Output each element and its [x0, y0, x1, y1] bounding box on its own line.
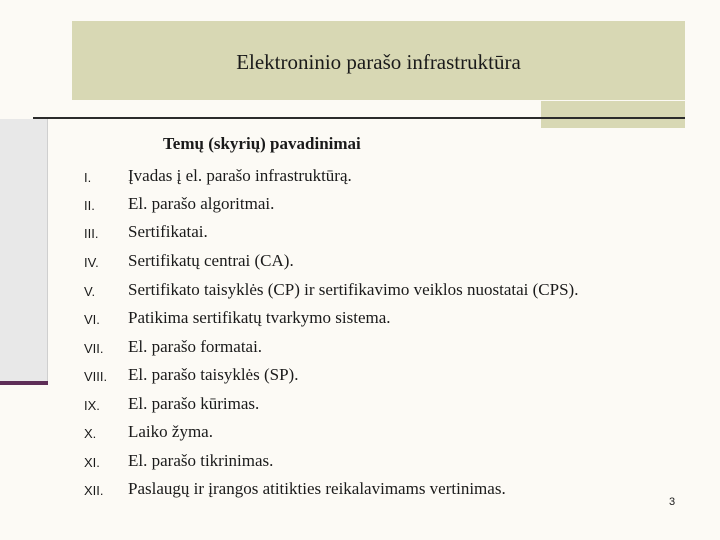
page-number: 3 — [669, 496, 676, 508]
toc-item-title: Paslaugų ir įrangos atitikties reikalavimams vertinimas. — [128, 479, 506, 498]
toc-item-number: IV. — [84, 255, 99, 270]
toc-item-title: El. parašo taisyklės (SP). — [128, 365, 299, 384]
toc-item-title: El. parašo kūrimas. — [128, 394, 260, 413]
decorative-corner-block — [541, 101, 685, 128]
toc-item-number: XI. — [84, 455, 100, 470]
toc-item-title: Sertifikatų centrai (CA). — [128, 251, 294, 270]
toc-item-number: VI. — [84, 312, 100, 327]
left-accent-bar-underline — [0, 381, 48, 385]
toc-item-title: Sertifikato taisyklės (CP) ir sertifikavimo veiklos nuostatai (CPS). — [128, 280, 579, 299]
toc-item-number: X. — [84, 426, 97, 441]
section-subtitle: Temų (skyrių) pavadinimai — [163, 134, 361, 153]
toc-item-number: III. — [84, 226, 99, 241]
slide-title: Elektroninio parašo infrastruktūra — [236, 50, 521, 74]
toc-item-title: El. parašo formatai. — [128, 337, 263, 356]
toc-item-number: I. — [84, 170, 92, 185]
toc-item-title: El. parašo algoritmai. — [128, 194, 275, 213]
toc-item-title: Įvadas į el. parašo infrastruktūrą. — [128, 166, 352, 185]
title-divider — [33, 117, 685, 119]
toc-item-title: Sertifikatai. — [128, 222, 208, 241]
toc-item-title: Patikima sertifikatų tvarkymo sistema. — [128, 308, 391, 327]
toc-item-number: VII. — [84, 341, 104, 356]
left-accent-bar — [0, 119, 48, 385]
toc-item-number: VIII. — [84, 369, 108, 384]
toc-item-number: II. — [84, 198, 95, 213]
toc-item-number: V. — [84, 284, 96, 299]
toc-item-number: IX. — [84, 398, 100, 413]
toc-item-number: XII. — [84, 483, 104, 498]
toc-item-title: El. parašo tikrinimas. — [128, 451, 274, 470]
toc-item-title: Laiko žyma. — [128, 422, 213, 441]
